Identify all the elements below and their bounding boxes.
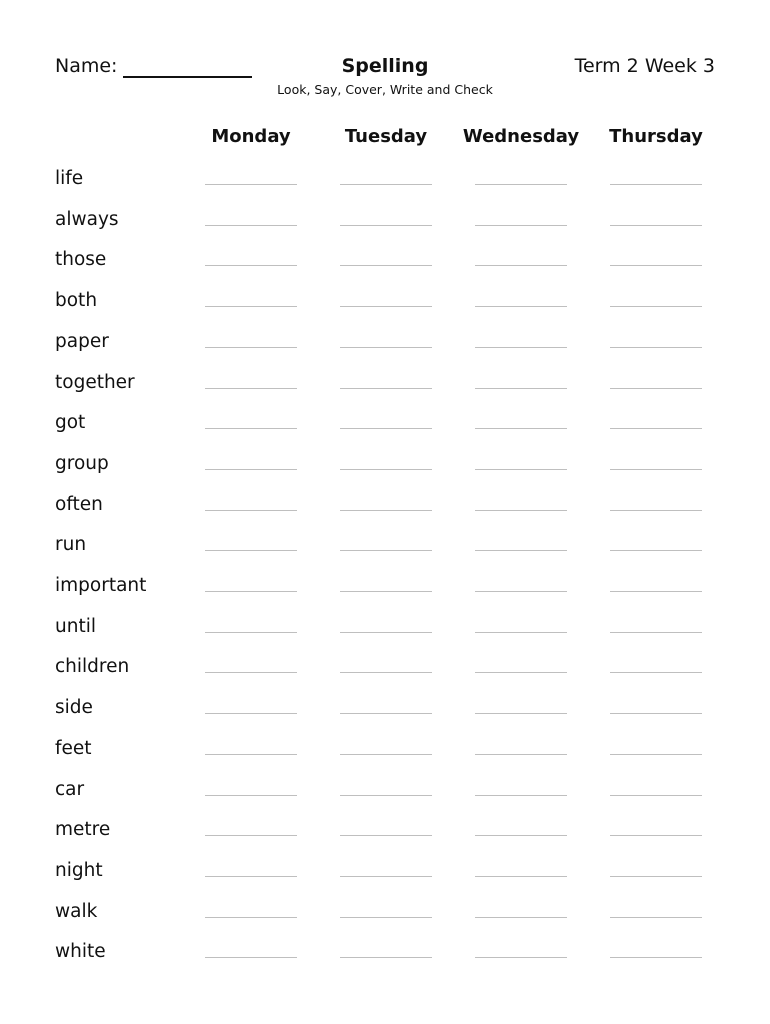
write-line-thursday[interactable]: [610, 713, 702, 714]
word-row: [0, 779, 770, 819]
spelling-word: side: [55, 697, 93, 719]
write-line-wednesday[interactable]: [475, 388, 567, 389]
spelling-word: important: [55, 575, 147, 596]
write-line-wednesday[interactable]: [475, 469, 567, 470]
write-line-thursday[interactable]: [610, 388, 702, 389]
write-line-wednesday[interactable]: [475, 184, 567, 185]
word-row: [0, 209, 770, 249]
write-line-thursday[interactable]: [610, 754, 702, 755]
write-line-monday[interactable]: [205, 876, 297, 877]
write-line-wednesday[interactable]: [475, 957, 567, 958]
spelling-word: until: [55, 615, 96, 637]
word-row: [0, 412, 770, 452]
spelling-word: metre: [55, 819, 111, 841]
write-line-tuesday[interactable]: [340, 265, 432, 266]
word-row: [0, 168, 770, 208]
write-line-tuesday[interactable]: [340, 306, 432, 307]
write-line-thursday[interactable]: [610, 550, 702, 551]
write-line-monday[interactable]: [205, 754, 297, 755]
write-line-thursday[interactable]: [610, 795, 702, 796]
write-line-thursday[interactable]: [610, 225, 702, 226]
write-line-wednesday[interactable]: [475, 428, 567, 429]
write-line-wednesday[interactable]: [475, 225, 567, 226]
spelling-word: white: [55, 941, 106, 963]
write-line-tuesday[interactable]: [340, 713, 432, 714]
write-line-wednesday[interactable]: [475, 795, 567, 796]
spelling-word: those: [55, 249, 107, 271]
write-line-monday[interactable]: [205, 672, 297, 673]
write-line-monday[interactable]: [205, 835, 297, 836]
word-row: [0, 290, 770, 330]
word-row: [0, 331, 770, 371]
write-line-wednesday[interactable]: [475, 306, 567, 307]
write-line-monday[interactable]: [205, 184, 297, 185]
write-line-thursday[interactable]: [610, 835, 702, 836]
write-line-thursday[interactable]: [610, 265, 702, 266]
write-line-tuesday[interactable]: [340, 957, 432, 958]
day-header-tuesday: Tuesday: [344, 126, 428, 147]
write-line-thursday[interactable]: [610, 510, 702, 511]
write-line-wednesday[interactable]: [475, 550, 567, 551]
write-line-monday[interactable]: [205, 713, 297, 714]
day-header-thursday: Thursday: [609, 126, 703, 147]
worksheet-subtitle: Look, Say, Cover, Write and Check: [277, 82, 493, 97]
write-line-wednesday[interactable]: [475, 917, 567, 918]
spelling-word: together: [55, 371, 135, 393]
word-row: [0, 819, 770, 859]
write-line-monday[interactable]: [205, 225, 297, 226]
write-line-monday[interactable]: [205, 306, 297, 307]
spelling-word: run: [55, 534, 87, 556]
word-row: [0, 901, 770, 941]
write-line-tuesday[interactable]: [340, 754, 432, 755]
write-line-wednesday[interactable]: [475, 591, 567, 592]
write-line-tuesday[interactable]: [340, 876, 432, 877]
write-line-thursday[interactable]: [610, 469, 702, 470]
write-line-thursday[interactable]: [610, 347, 702, 348]
write-line-thursday[interactable]: [610, 957, 702, 958]
write-line-wednesday[interactable]: [475, 632, 567, 633]
write-line-tuesday[interactable]: [340, 428, 432, 429]
spelling-word: got: [55, 412, 86, 434]
write-line-tuesday[interactable]: [340, 591, 432, 592]
write-line-monday[interactable]: [205, 428, 297, 429]
write-line-wednesday[interactable]: [475, 347, 567, 348]
word-row: [0, 372, 770, 412]
word-row: [0, 534, 770, 574]
write-line-thursday[interactable]: [610, 917, 702, 918]
write-line-tuesday[interactable]: [340, 388, 432, 389]
write-line-monday[interactable]: [205, 347, 297, 348]
write-line-wednesday[interactable]: [475, 265, 567, 266]
word-row: [0, 738, 770, 778]
write-line-tuesday[interactable]: [340, 347, 432, 348]
day-header-wednesday: Wednesday: [462, 126, 580, 147]
write-line-wednesday[interactable]: [475, 754, 567, 755]
write-line-thursday[interactable]: [610, 306, 702, 307]
name-label: Name:: [55, 55, 118, 77]
write-line-wednesday[interactable]: [475, 510, 567, 511]
write-line-tuesday[interactable]: [340, 917, 432, 918]
write-line-wednesday[interactable]: [475, 713, 567, 714]
spelling-word: life: [55, 168, 84, 189]
spelling-word: often: [55, 493, 103, 515]
spelling-word: car: [55, 778, 85, 800]
write-line-tuesday[interactable]: [340, 184, 432, 185]
spelling-word: paper: [55, 330, 109, 352]
write-line-monday[interactable]: [205, 591, 297, 592]
write-line-monday[interactable]: [205, 957, 297, 958]
write-line-tuesday[interactable]: [340, 550, 432, 551]
spelling-word: both: [55, 290, 98, 312]
write-line-thursday[interactable]: [610, 672, 702, 673]
spelling-word: group: [55, 452, 109, 474]
write-line-tuesday[interactable]: [340, 510, 432, 511]
word-row: [0, 941, 770, 981]
write-line-wednesday[interactable]: [475, 835, 567, 836]
term-week-label: Term 2 Week 3: [574, 55, 715, 77]
write-line-wednesday[interactable]: [475, 876, 567, 877]
word-row: [0, 494, 770, 534]
word-row: [0, 616, 770, 656]
spelling-word: night: [55, 859, 103, 881]
write-line-monday[interactable]: [205, 388, 297, 389]
write-line-monday[interactable]: [205, 265, 297, 266]
worksheet-title: Spelling: [341, 55, 429, 77]
word-row: [0, 656, 770, 696]
day-header-monday: Monday: [211, 126, 291, 147]
word-row: [0, 249, 770, 289]
spelling-word: always: [55, 208, 119, 230]
write-line-thursday[interactable]: [610, 184, 702, 185]
spelling-word: feet: [55, 737, 92, 759]
write-line-thursday[interactable]: [610, 428, 702, 429]
write-line-monday[interactable]: [205, 510, 297, 511]
write-line-monday[interactable]: [205, 469, 297, 470]
write-line-tuesday[interactable]: [340, 632, 432, 633]
spelling-word: walk: [55, 900, 98, 922]
write-line-tuesday[interactable]: [340, 835, 432, 836]
spelling-word: children: [55, 656, 130, 678]
write-line-tuesday[interactable]: [340, 672, 432, 673]
write-line-tuesday[interactable]: [340, 225, 432, 226]
write-line-tuesday[interactable]: [340, 795, 432, 796]
write-line-wednesday[interactable]: [475, 672, 567, 673]
word-row: [0, 860, 770, 900]
write-line-thursday[interactable]: [610, 632, 702, 633]
write-line-thursday[interactable]: [610, 591, 702, 592]
write-line-monday[interactable]: [205, 917, 297, 918]
write-line-monday[interactable]: [205, 550, 297, 551]
word-row: [0, 575, 770, 615]
word-row: [0, 453, 770, 493]
write-line-monday[interactable]: [205, 795, 297, 796]
write-line-thursday[interactable]: [610, 876, 702, 877]
write-line-tuesday[interactable]: [340, 469, 432, 470]
word-row: [0, 697, 770, 737]
write-line-monday[interactable]: [205, 632, 297, 633]
